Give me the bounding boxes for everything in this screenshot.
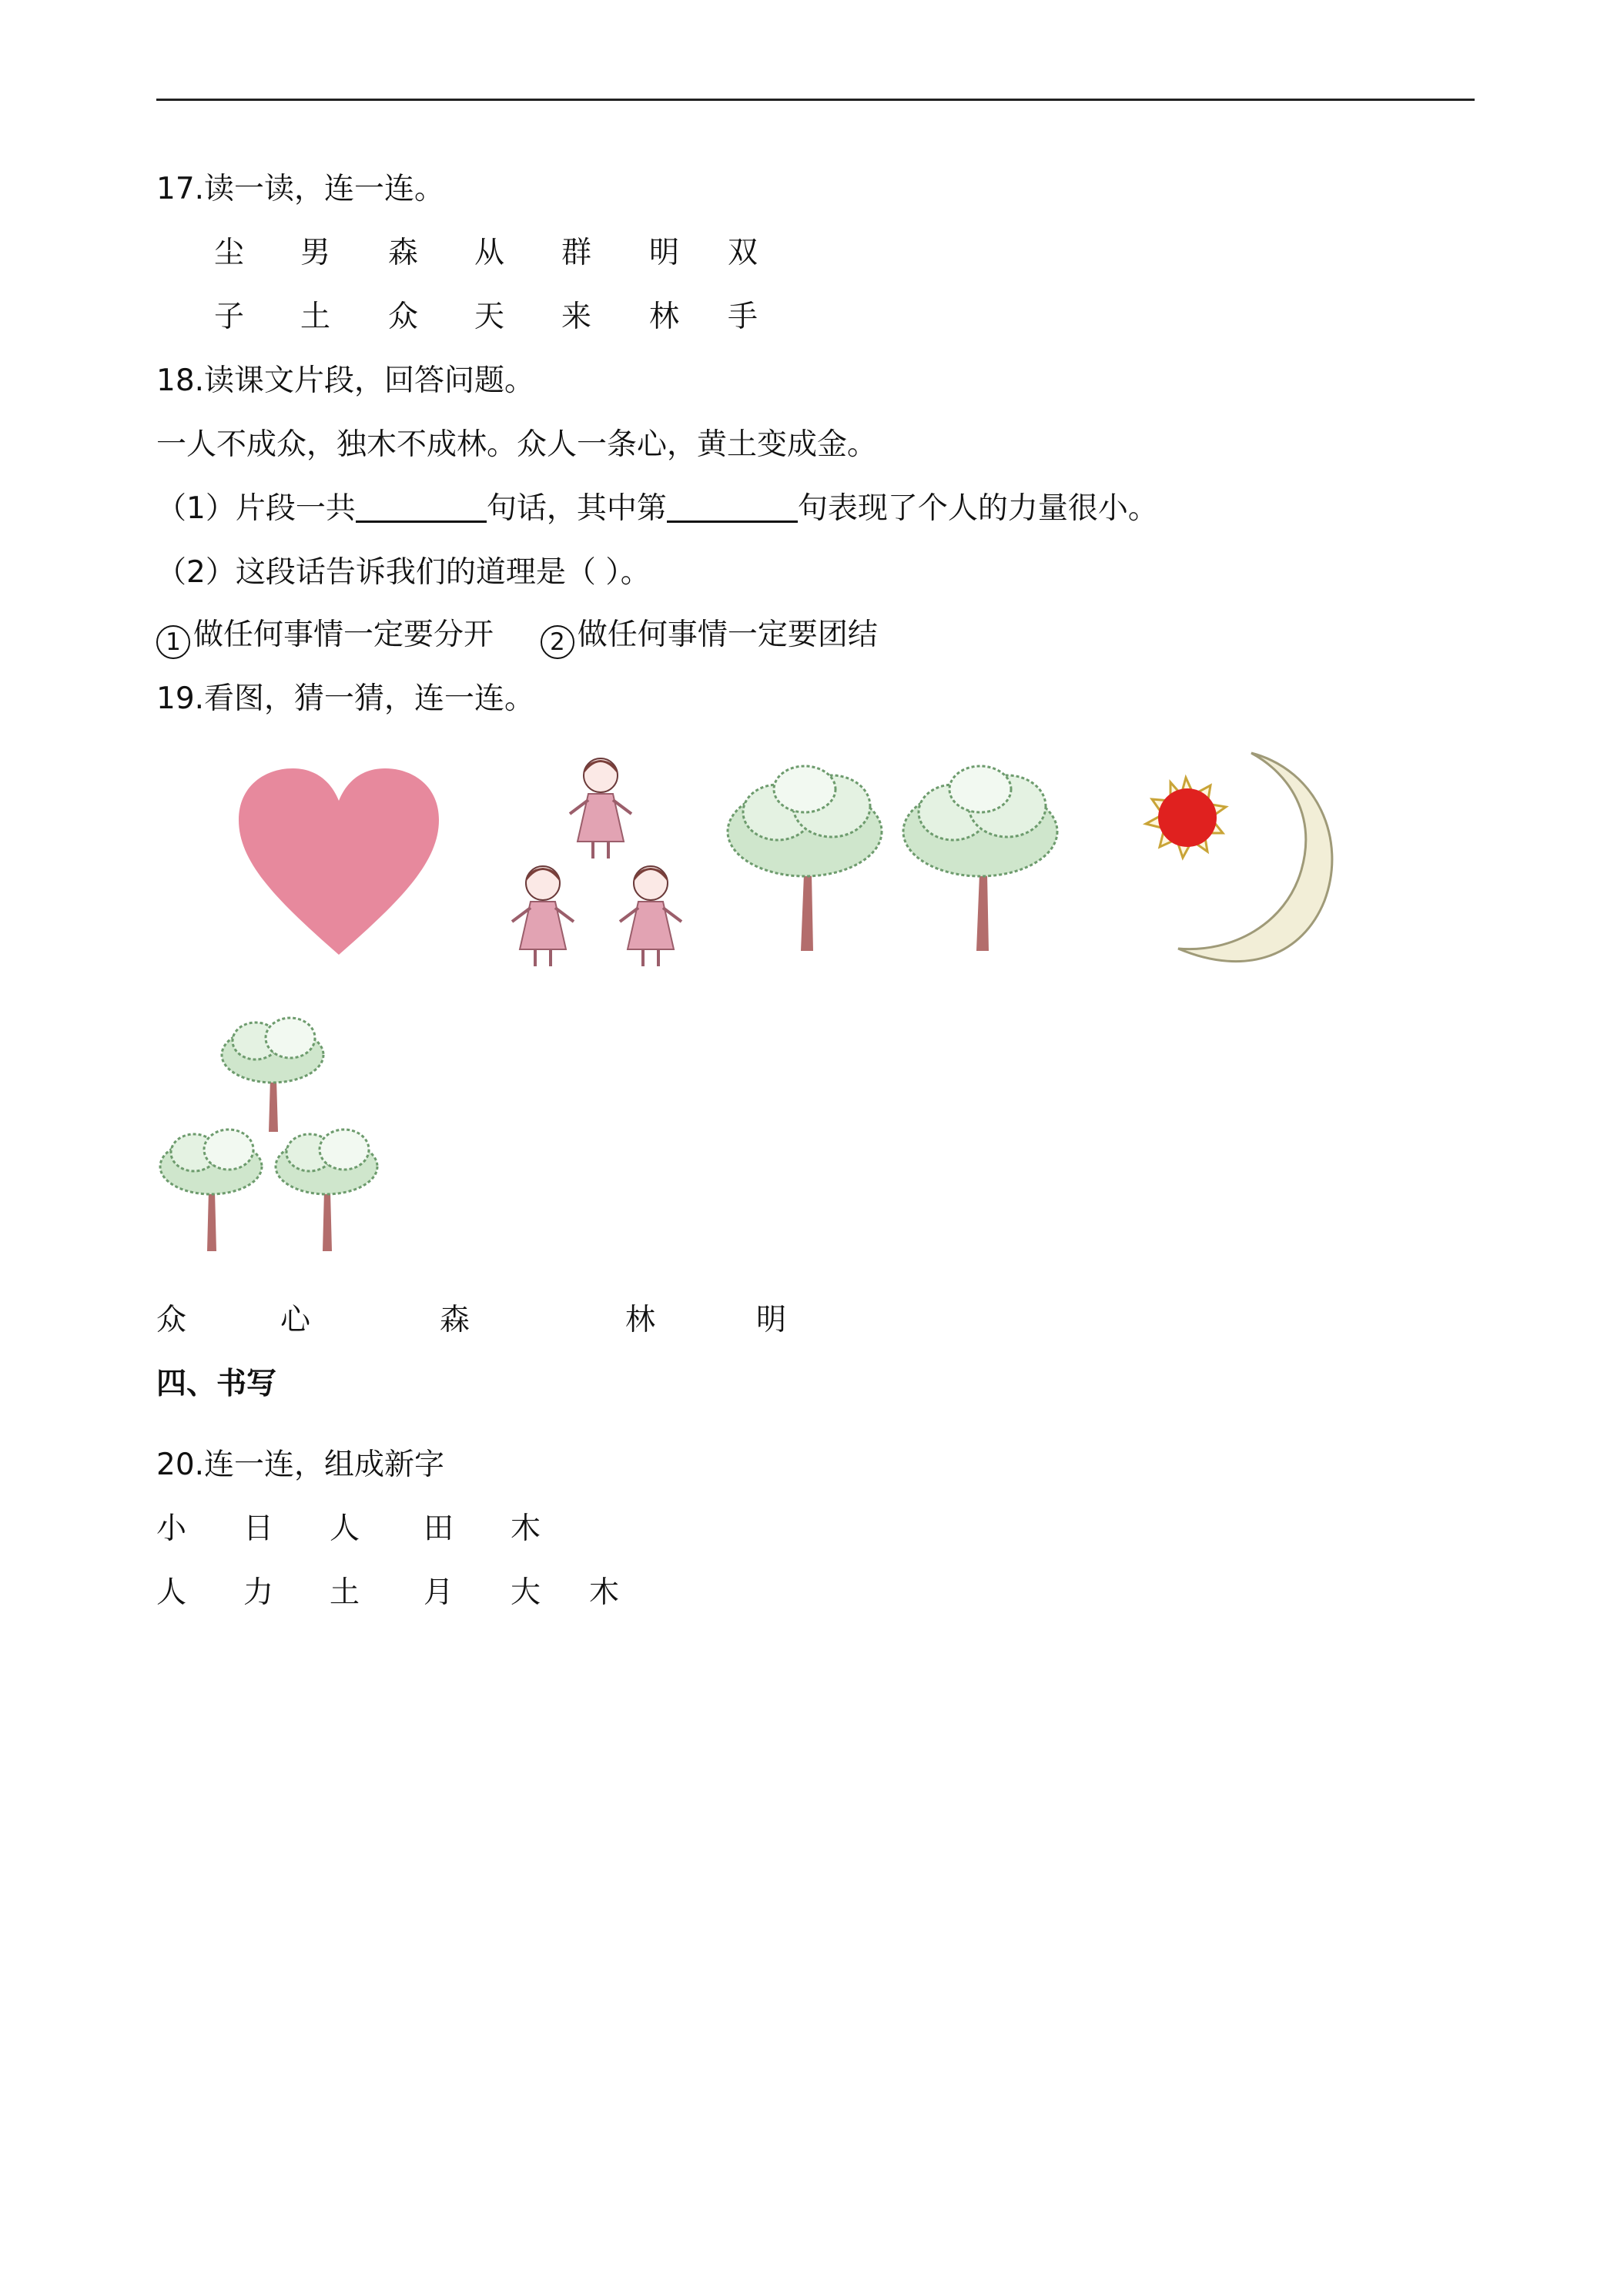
heart-picture (231, 762, 447, 962)
sun-icon (1146, 778, 1226, 858)
q17-char: 双 (728, 236, 758, 270)
q20-char: 田 (424, 1511, 454, 1546)
tree-figure (160, 1130, 262, 1251)
q17-char: 群 (561, 236, 592, 270)
q17-char: 从 (474, 236, 505, 270)
q17-char: 明 (649, 236, 680, 270)
q20-char: 大 (511, 1575, 541, 1610)
q17-char: 森 (388, 236, 419, 270)
q17-char: 手 (728, 300, 758, 334)
girl-figure (570, 758, 631, 858)
q19-word: 明 (756, 1303, 787, 1337)
answer-blank-1[interactable] (356, 494, 487, 523)
girl-figure (620, 866, 681, 966)
section-heading: 四、书写 (156, 1367, 277, 1401)
moon-icon (1178, 753, 1332, 962)
header-rule (156, 99, 1475, 101)
q17-char: 子 (214, 300, 245, 334)
option-1[interactable] (156, 618, 494, 656)
option-2-number: 2 (541, 625, 574, 659)
sun-and-moon-picture (1124, 747, 1348, 978)
three-girls-picture (508, 751, 693, 974)
q17-char: 来 (561, 300, 592, 334)
q19-word: 林 (625, 1303, 656, 1337)
q20-char: 人 (330, 1511, 360, 1546)
q17-char: 尘 (214, 236, 245, 270)
option-2[interactable] (541, 618, 878, 656)
q18-title: 18.读课文片段，回答问题。 (156, 363, 535, 398)
q18-sub1-text-c: 句表现了个人的力量很小。 (797, 491, 1158, 526)
tree-figure (728, 766, 882, 951)
q17-char: 男 (300, 236, 331, 270)
q17-char: 林 (649, 300, 680, 334)
q18-options (156, 620, 878, 659)
q18-sub-question-1 (156, 491, 1158, 526)
q20-title: 20.连一连，组成新字 (156, 1448, 445, 1482)
q19-word: 森 (440, 1303, 470, 1337)
q18-passage: 一人不成众，独木不成林。众人一条心，黄土变成金。 (156, 427, 878, 462)
option-1-text: 做任何事情一定要分开 (193, 618, 494, 652)
q19-word: 众 (156, 1303, 187, 1337)
q20-char: 木 (589, 1575, 620, 1610)
tree-figure (276, 1130, 377, 1251)
three-trees-picture (158, 1009, 393, 1255)
option-1-number: 1 (156, 625, 190, 659)
q20-char: 月 (424, 1575, 454, 1610)
two-trees-picture (724, 758, 1078, 959)
q17-char: 众 (388, 300, 419, 334)
q18-sub1-text-b: 句话，其中第 (486, 491, 667, 526)
q20-char: 日 (243, 1511, 274, 1546)
option-2-text: 做任何事情一定要团结 (577, 618, 878, 652)
q20-char: 力 (243, 1575, 274, 1610)
tree-figure (903, 766, 1057, 951)
q20-char: 小 (156, 1511, 187, 1546)
q20-char: 土 (330, 1575, 360, 1610)
q17-title: 17.读一读，连一连。 (156, 172, 445, 206)
q20-char: 人 (156, 1575, 187, 1610)
q18-sub-question-2: （2）这段话告诉我们的道理是（ ）。 (156, 555, 651, 590)
q20-char: 木 (511, 1511, 541, 1546)
q17-char: 土 (300, 300, 331, 334)
q19-word: 心 (280, 1303, 311, 1337)
q18-sub1-text-a: （1）片段一共 (156, 491, 356, 526)
q17-char: 天 (474, 300, 505, 334)
answer-blank-2[interactable] (667, 494, 798, 523)
tree-figure (222, 1018, 323, 1132)
q19-title: 19.看图，猜一猜，连一连。 (156, 681, 535, 716)
girl-figure (512, 866, 574, 966)
